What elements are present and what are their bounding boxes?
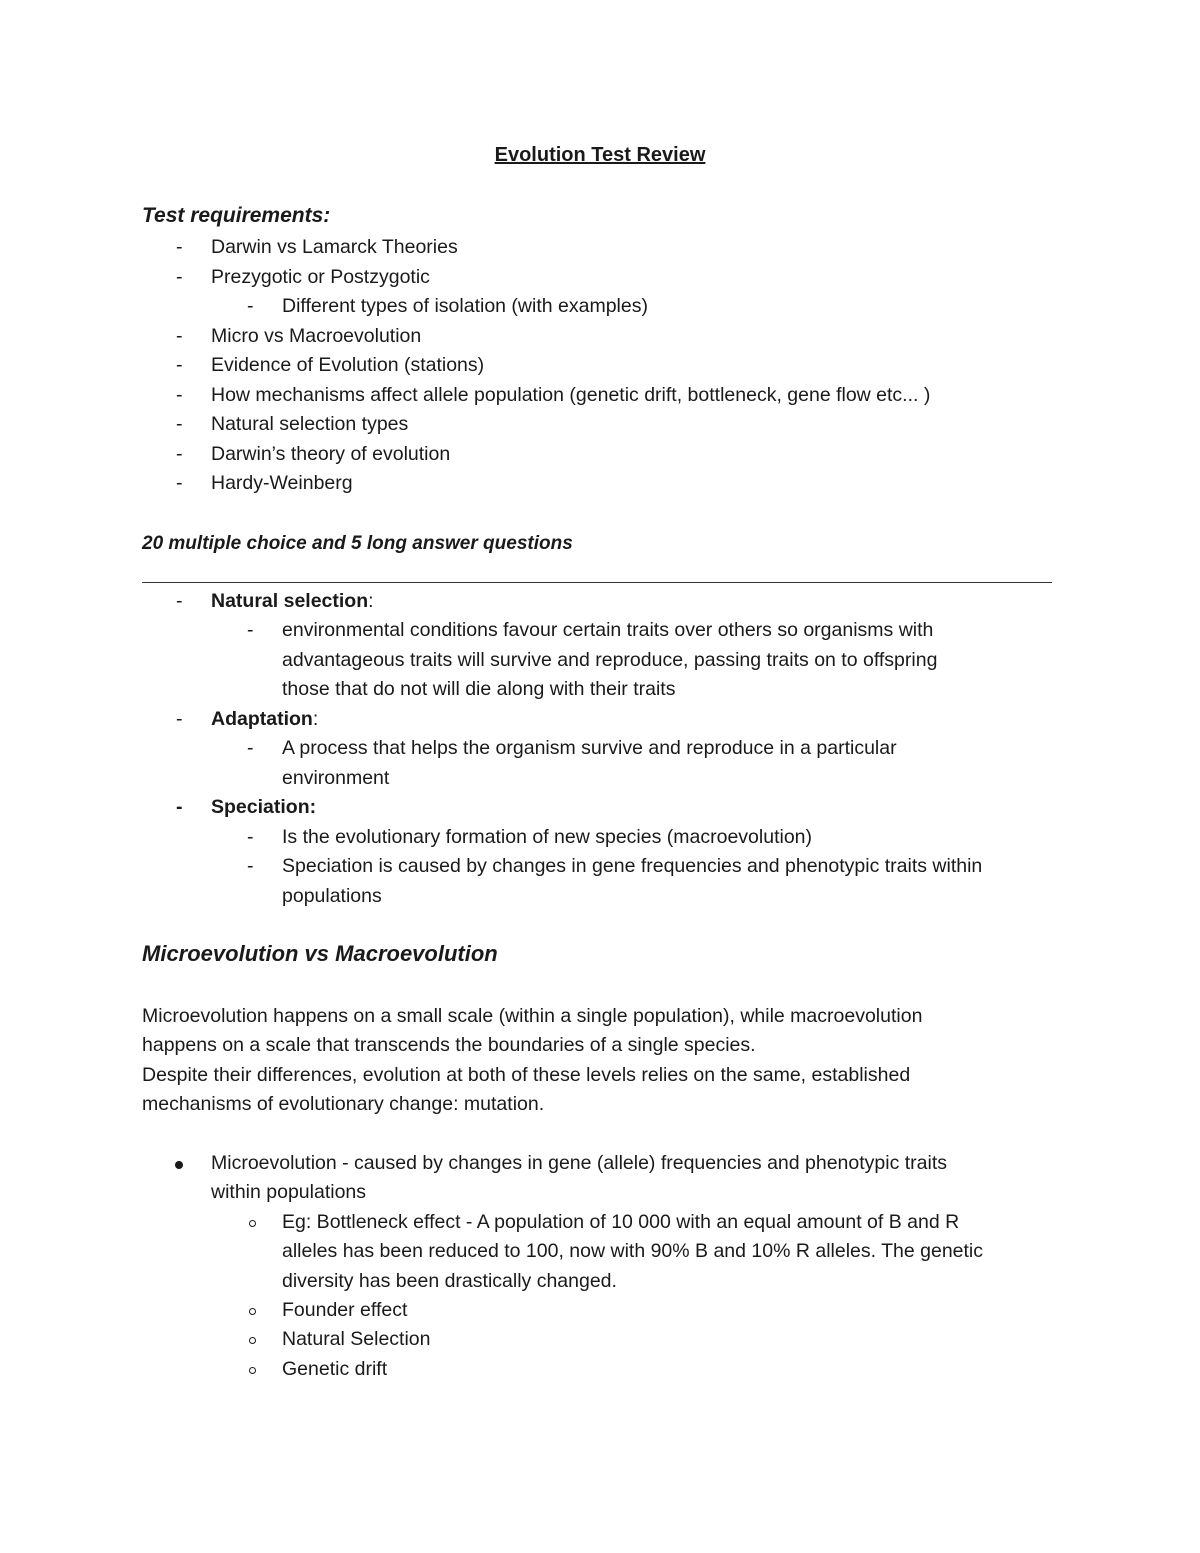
dash-marker: -	[247, 295, 254, 317]
requirement-item: Micro vs Macroevolution	[211, 325, 422, 347]
definition-speciation: Speciation:	[211, 796, 317, 818]
requirement-item: Darwin’s theory of evolution	[211, 443, 451, 465]
bullet-line: within populations	[211, 1181, 367, 1203]
hollow-bullet	[249, 1220, 256, 1227]
section-heading-micro-macro: Microevolution vs Macroevolution	[142, 941, 498, 966]
dash-marker: -	[247, 826, 254, 848]
term-colon: :	[368, 590, 374, 612]
dash-marker: -	[247, 855, 254, 877]
definition-line: A process that helps the organism survive and reproduce in a particular	[282, 737, 897, 759]
sub-item: Genetic drift	[282, 1358, 388, 1380]
requirement-item: How mechanisms affect allele population (genetic drift, bottleneck, gene flow etc... )	[211, 384, 931, 406]
hollow-bullet	[249, 1308, 256, 1315]
test-requirements-heading: Test requirements:	[142, 204, 331, 227]
document-title: Evolution Test Review	[494, 144, 706, 166]
dash-marker: -	[176, 472, 183, 494]
definition-adaptation	[211, 705, 318, 735]
requirement-subitem: Different types of isolation (with examples)	[282, 295, 648, 317]
dash-marker: -	[176, 443, 183, 465]
dash-marker: -	[176, 590, 183, 612]
term-label: Adaptation	[211, 708, 313, 730]
term-colon: :	[312, 708, 319, 730]
definition-line: environmental conditions favour certain traits over others so organisms with	[282, 619, 934, 641]
bullet-dot	[175, 1161, 183, 1169]
dash-marker: -	[176, 266, 183, 288]
definition-line: advantageous traits will survive and reproduce, passing traits on to offspring	[282, 649, 938, 671]
definition-line: environment	[282, 767, 390, 789]
requirement-item: Hardy-Weinberg	[211, 472, 353, 494]
definition-line: those that do not will die along with their traits	[282, 678, 676, 700]
definition-line: Speciation is caused by changes in gene frequencies and phenotypic traits within	[282, 855, 983, 877]
paragraph-line: Microevolution happens on a small scale (within a single population), while macroevolution	[142, 1005, 923, 1027]
requirement-item: Darwin vs Lamarck Theories	[211, 236, 458, 258]
term-label: Natural selection	[211, 590, 369, 612]
sub-item: Founder effect	[282, 1299, 408, 1321]
dash-marker: -	[176, 796, 183, 818]
example-line: Eg: Bottleneck effect - A population of 10 000 with an equal amount of B and R	[282, 1211, 960, 1233]
definition-line: populations	[282, 885, 382, 907]
dash-marker: -	[247, 619, 254, 641]
requirement-item: Natural selection types	[211, 413, 409, 435]
paragraph-line: happens on a scale that transcends the boundaries of a single species.	[142, 1034, 756, 1056]
definition-natural-selection	[211, 587, 374, 617]
dash-marker: -	[176, 708, 183, 730]
hollow-bullet	[249, 1367, 256, 1374]
format-note: 20 multiple choice and 5 long answer questions	[142, 533, 573, 554]
bullet-line: Microevolution - caused by changes in gene (allele) frequencies and phenotypic traits	[211, 1152, 948, 1174]
example-line: diversity has been drastically changed.	[282, 1270, 617, 1292]
definition-line: Is the evolutionary formation of new species (macroevolution)	[282, 826, 813, 848]
horizontal-divider	[142, 582, 1052, 583]
hollow-bullet	[249, 1337, 256, 1344]
dash-marker: -	[176, 413, 183, 435]
dash-marker: -	[247, 737, 254, 759]
sub-item: Natural Selection	[282, 1328, 431, 1350]
dash-marker: -	[176, 354, 183, 376]
requirement-item: Prezygotic or Postzygotic	[211, 266, 430, 288]
paragraph-line: Despite their differences, evolution at both of these levels relies on the same, established	[142, 1064, 911, 1086]
example-line: alleles has been reduced to 100, now with 90% B and 10% R alleles. The genetic	[282, 1240, 984, 1262]
paragraph-line: mechanisms of evolutionary change: mutation.	[142, 1093, 545, 1115]
dash-marker: -	[176, 236, 183, 258]
dash-marker: -	[176, 384, 183, 406]
dash-marker: -	[176, 325, 183, 347]
requirement-item: Evidence of Evolution (stations)	[211, 354, 485, 376]
